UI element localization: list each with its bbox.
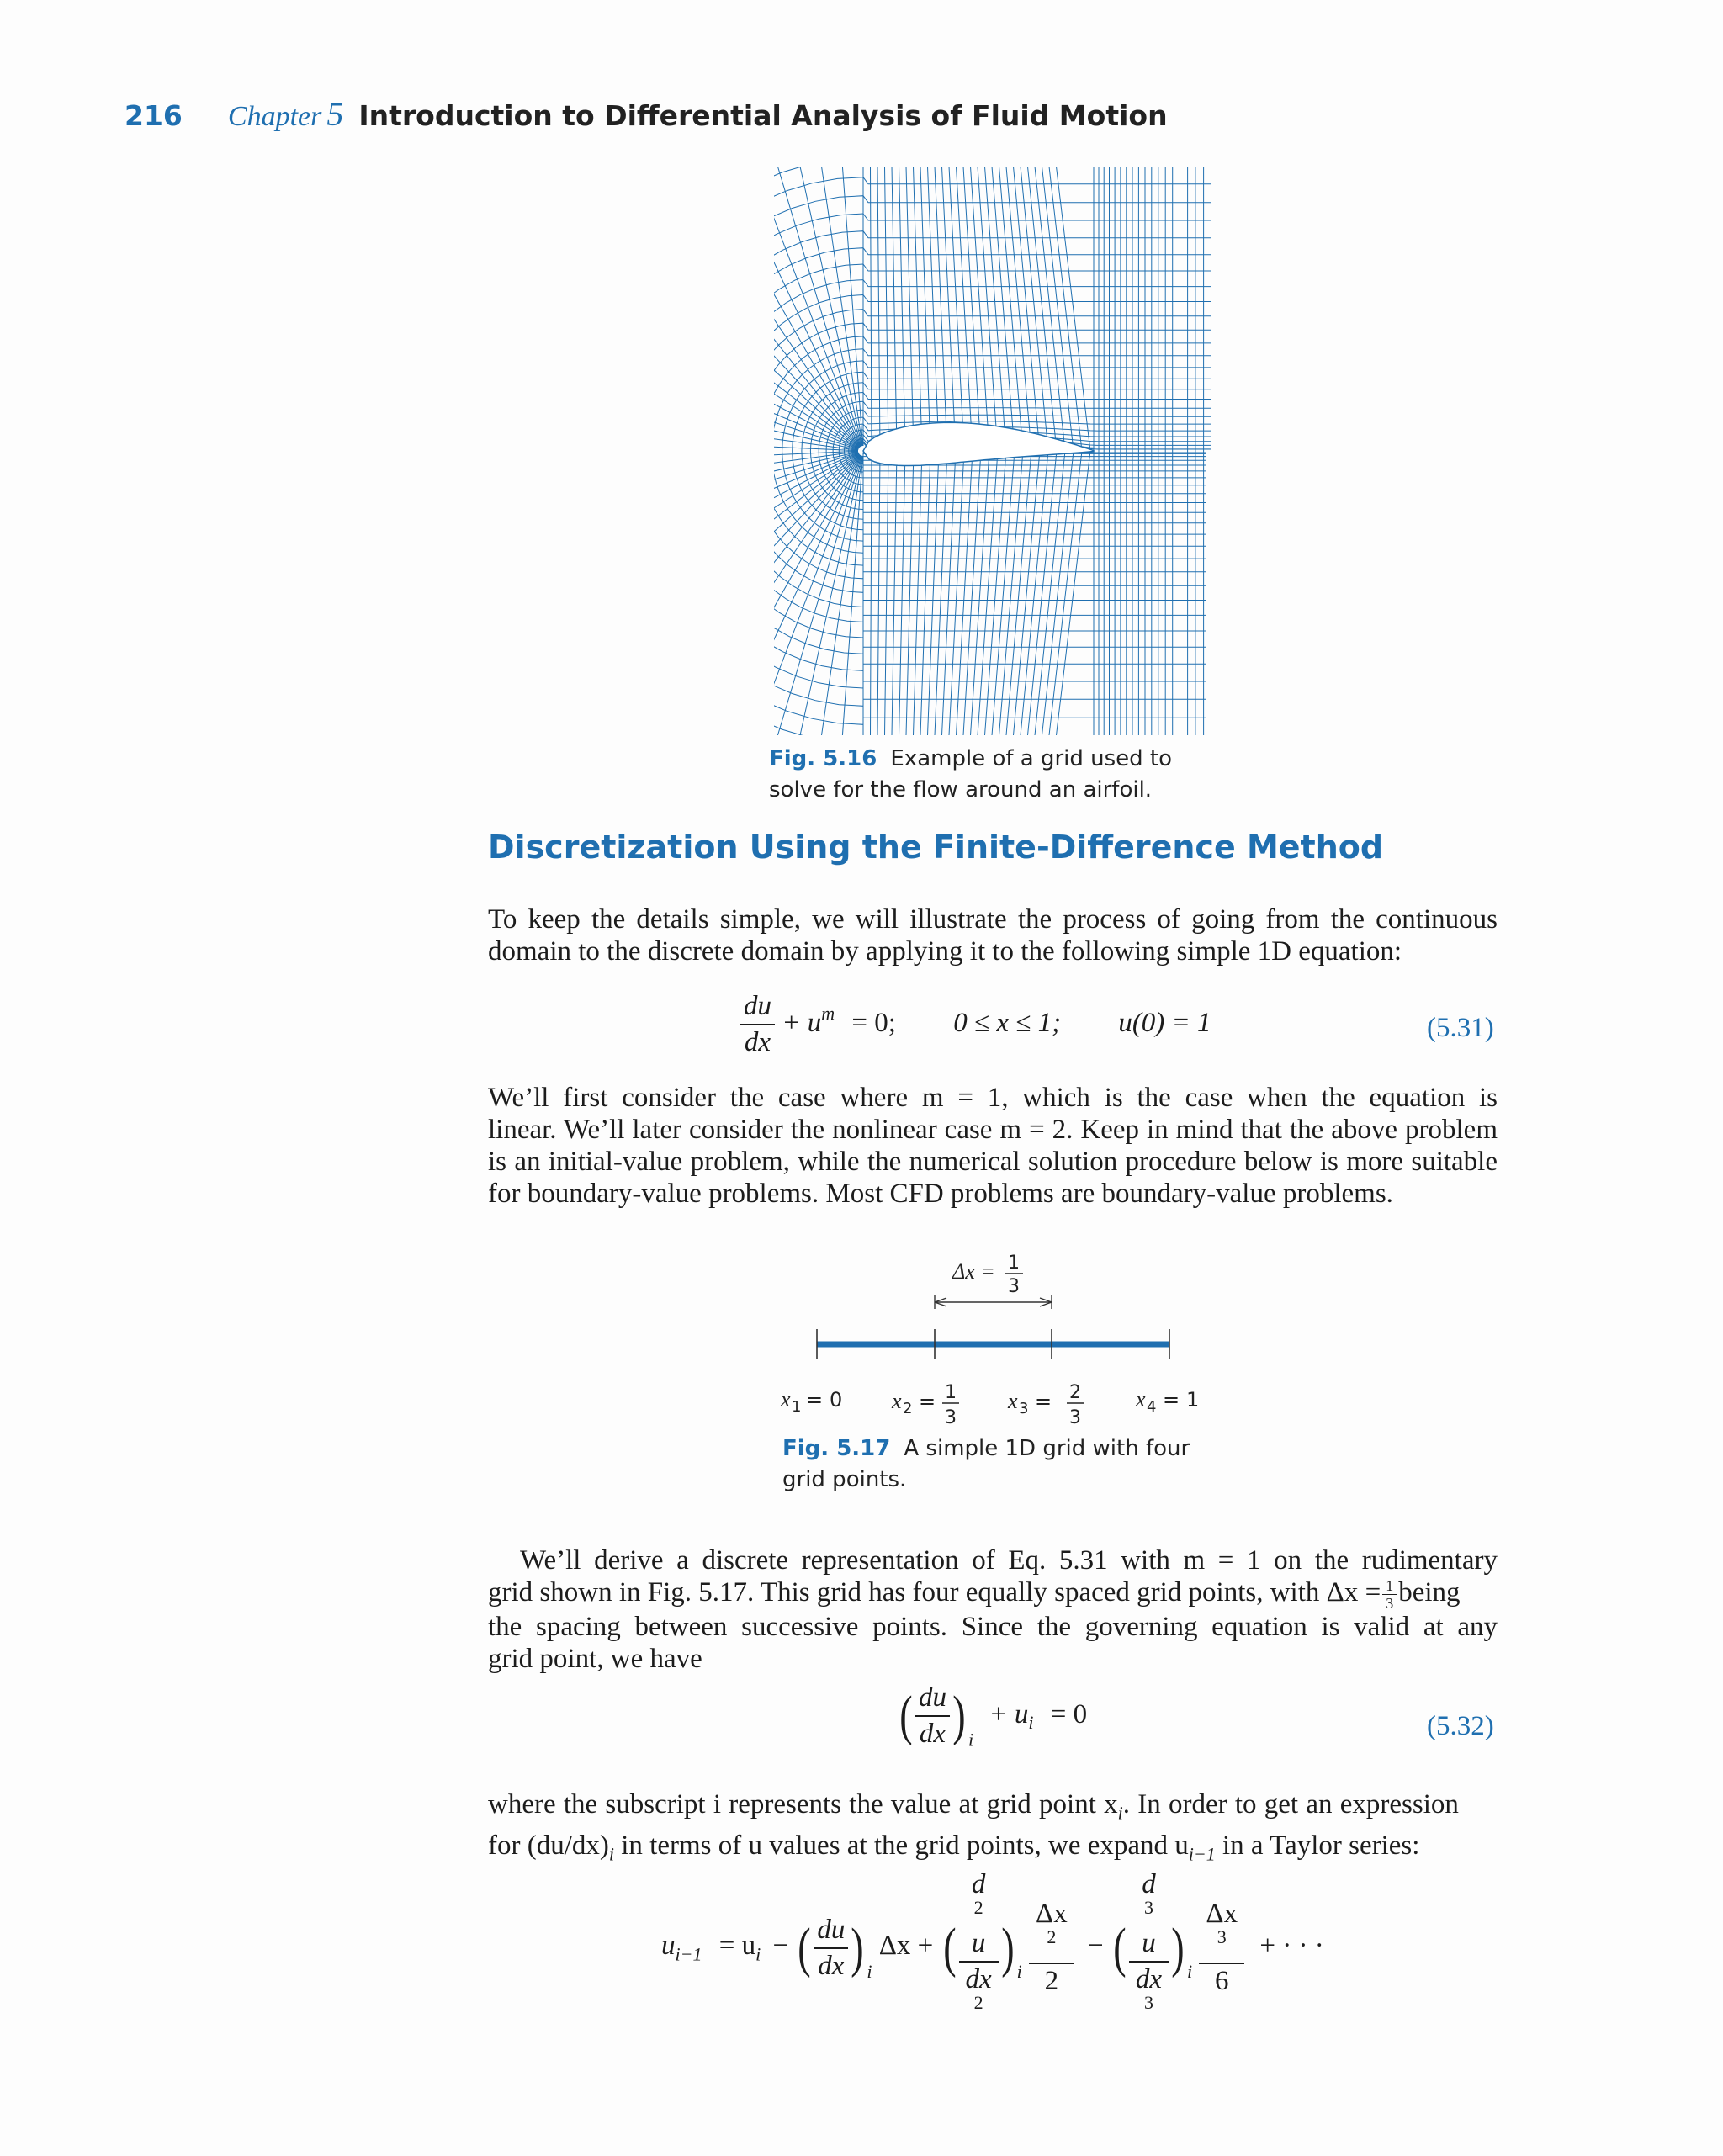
eq531-numerator: du [740, 993, 775, 1025]
svg-text:3: 3 [1069, 1407, 1081, 1428]
eq532-subscript: i [968, 1729, 974, 1751]
eq532-plus-u: + u [989, 1698, 1029, 1730]
taylor-lhs: u [661, 1931, 676, 1962]
eq531-plus-u-text: + u [782, 1007, 822, 1038]
dx-denominator: 3 [1008, 1276, 1020, 1297]
fig-5-17-caption-line1: A simple 1D grid with four [904, 1436, 1190, 1461]
paragraph-3-line2-end: being [1398, 1577, 1461, 1608]
eq531-exponent: m [821, 1002, 835, 1024]
svg-text:1: 1 [945, 1382, 957, 1403]
airfoil-grid-figure [774, 167, 1211, 735]
paragraph-4-line1-sub: i [1117, 1802, 1123, 1824]
point-x2-label [891, 1382, 959, 1428]
chapter-number: 5 [326, 95, 344, 133]
paragraph-4 [488, 1788, 1498, 1870]
taylor-t1-num: du [814, 1916, 848, 1949]
inline-fraction-denominator: 3 [1386, 1594, 1394, 1612]
svg-text:=: = [1035, 1390, 1052, 1413]
svg-text:=: = [1163, 1388, 1180, 1412]
paragraph-1 [488, 903, 1498, 967]
taylor-t3-dx-den: 6 [1215, 1966, 1229, 1996]
airfoil-mesh [774, 167, 1211, 735]
taylor-series-equation [661, 1871, 1324, 2025]
fig-5-17-diagram [757, 1245, 1228, 1430]
taylor-t2-den: dx $^2$ [965, 1964, 992, 2013]
eq532-equals-zero: = 0 [1050, 1698, 1088, 1730]
taylor-t3-num: d $^3$ u [1129, 1871, 1169, 1963]
paragraph-3-line1: We’ll derive a discrete representation of Eq. 5.31 with m = 1 on the rudimentary [520, 1545, 1498, 1576]
svg-text:3: 3 [1019, 1400, 1029, 1417]
paragraph-2-line3: is an initial-value problem, while the numerical solution procedure below is more suitable [488, 1147, 1498, 1177]
paragraph-4-line2-mid: in terms of u values at the grid points, we expand u [614, 1830, 1189, 1861]
svg-text:2: 2 [903, 1400, 913, 1417]
mesh-radial-36 [795, 456, 862, 735]
paragraph-2-line2: linear. We’ll later consider the nonlinear case m = 2. Keep in mind that the above problem [488, 1115, 1498, 1145]
one-d-grid-svg [757, 1245, 1228, 1430]
paragraph-1-line2: domain to the discrete domain by applying it to the following simple 1D equation: [488, 936, 1402, 967]
equation-5-32 [897, 1684, 1087, 1751]
eq532-fraction [915, 1684, 950, 1748]
eq531-equals-zero: = 0; [851, 1007, 896, 1038]
taylor-t2-sub: i [1016, 1961, 1022, 1983]
taylor-minus-2: − [1088, 1931, 1104, 1962]
svg-text:1: 1 [792, 1398, 802, 1416]
paragraph-3-line2 [488, 1576, 1498, 1611]
eq532-right-paren: ) [952, 1685, 966, 1746]
eq532-left-paren: ( [899, 1685, 913, 1746]
taylor-t2-dx-fraction [1029, 1900, 1074, 1995]
svg-text:x: x [781, 1387, 791, 1412]
running-head [125, 94, 1168, 136]
taylor-t1-sub: i [867, 1961, 872, 1983]
fig-5-17-caption [782, 1433, 1220, 1496]
section-heading: Discretization Using the Finite-Difference Method [488, 829, 1384, 866]
mesh-radial-2 [817, 167, 862, 446]
page-number: 216 [125, 99, 183, 132]
dx-label: Δx = [952, 1259, 995, 1284]
mesh-radial-1 [840, 167, 863, 446]
fig-5-17-caption-line2: grid points. [782, 1467, 907, 1492]
taylor-t1-fraction [814, 1916, 848, 1980]
fig-5-17-label: Fig. 5.17 [782, 1436, 891, 1461]
eq532-u-subscript: i [1028, 1712, 1034, 1734]
eq532-numerator: du [915, 1684, 950, 1717]
fig-5-16-label: Fig. 5.16 [769, 746, 877, 771]
paragraph-2 [488, 1082, 1498, 1210]
taylor-t3-right-paren: ) [1171, 1916, 1185, 1979]
taylor-t1-left-paren: ( [798, 1916, 812, 1979]
taylor-t3-dx-num: Δx $^3$ [1199, 1900, 1244, 1964]
taylor-t2-dx-den: 2 [1044, 1966, 1059, 1996]
mesh-radial-37 [817, 456, 862, 735]
taylor-tail: + · · · [1259, 1931, 1324, 1962]
paragraph-4-line1-end: . In order to get an expression [1122, 1789, 1459, 1820]
taylor-t2-dx-num: Δx $^2$ [1029, 1900, 1074, 1964]
paragraph-4-line1 [488, 1788, 1498, 1830]
taylor-t2-num: d $^2$ u [959, 1871, 999, 1963]
taylor-t2-left-paren: ( [942, 1916, 957, 1979]
svg-text:4: 4 [1147, 1398, 1157, 1416]
paragraph-3-line3: the spacing between successive points. Since the governing equation is valid at any [488, 1611, 1498, 1642]
chapter-title: Introduction to Differential Analysis of Fluid Motion [358, 99, 1168, 132]
paragraph-2-line1: We’ll first consider the case where m = 1, which is the case when the equation is [488, 1083, 1498, 1113]
taylor-t2-right-paren: ) [1000, 1916, 1015, 1979]
paragraph-4-line2 [488, 1830, 1498, 1871]
eq532-number: (5.32) [1427, 1711, 1494, 1741]
paragraph-4-line2-sub: i [608, 1843, 615, 1865]
eq531-plus-u [782, 1002, 835, 1038]
mesh-radial-3 [795, 167, 862, 446]
eq531-domain: 0 ≤ x ≤ 1; [953, 1007, 1062, 1038]
taylor-lhs-sub: i−1 [675, 1943, 702, 1965]
svg-text:3: 3 [945, 1407, 957, 1428]
svg-text:x: x [1136, 1387, 1146, 1412]
eq531-number: (5.31) [1427, 1013, 1494, 1043]
eq532-denominator: dx [919, 1719, 946, 1749]
taylor-t3-dx-fraction [1199, 1900, 1244, 1995]
point-x4-label [1135, 1387, 1199, 1416]
point-x3-label [1007, 1382, 1084, 1428]
mesh-radial-32 [774, 455, 861, 719]
eq531-fraction [740, 993, 775, 1057]
dx-numerator: 1 [1008, 1253, 1020, 1274]
paragraph-4-line2-end: in a Taylor series: [1215, 1830, 1420, 1861]
taylor-t1-right-paren: ) [851, 1916, 865, 1979]
taylor-t3-left-paren: ( [1113, 1916, 1127, 1979]
taylor-t1-mult: Δx + [878, 1931, 934, 1962]
fig-5-16-caption-line1: Example of a grid used to [890, 746, 1173, 771]
mesh-radial-7 [774, 183, 861, 447]
paragraph-4-line2-text: for (du/dx) [488, 1830, 609, 1861]
paragraph-3-line2-start: grid shown in Fig. 5.17. This grid has four equally spaced grid points, with Δx = [488, 1577, 1381, 1608]
taylor-t3-sub: i [1187, 1961, 1193, 1983]
paragraph-3-line4: grid point, we have [488, 1643, 702, 1674]
paragraph-4-line2-sub2: i−1 [1188, 1843, 1216, 1865]
svg-text:1: 1 [1186, 1388, 1200, 1412]
svg-text:x: x [1008, 1389, 1018, 1413]
fig-5-16-caption [769, 744, 1240, 806]
chapter-word: Chapter [227, 101, 322, 132]
taylor-minus-1: − [772, 1931, 789, 1962]
fig-5-16-caption-line2: solve for the flow around an airfoil. [769, 777, 1153, 803]
taylor-t3-fraction [1129, 1871, 1169, 2025]
svg-text:x: x [892, 1389, 902, 1413]
taylor-ui-sub: i [755, 1943, 761, 1965]
svg-text:0: 0 [830, 1388, 843, 1412]
svg-text:2: 2 [1069, 1382, 1081, 1403]
paragraph-1-line1: To keep the details simple, we will illustrate the process of going from the continuous [488, 904, 1498, 935]
taylor-t1-den: dx [818, 1950, 845, 1981]
paragraph-2-line4: for boundary-value problems. Most CFD problems are boundary-value problems. [488, 1179, 1393, 1209]
eq531-denominator: dx [744, 1027, 771, 1057]
taylor-t2-fraction [959, 1871, 999, 2025]
paragraph-3-inline-fraction [1382, 1578, 1397, 1611]
mesh-radial-38 [840, 456, 863, 735]
svg-text:=: = [919, 1390, 936, 1413]
equation-5-31 [740, 993, 1211, 1057]
taylor-equals-ui: = u [718, 1931, 756, 1962]
svg-text:=: = [806, 1388, 824, 1412]
paragraph-3 [488, 1544, 1498, 1675]
paragraph-4-line1-text: where the subscript i represents the value at grid point x [488, 1789, 1118, 1820]
point-x1-label [780, 1387, 842, 1416]
taylor-t3-den: dx $^3$ [1135, 1964, 1163, 2013]
inline-fraction-numerator: 1 [1382, 1578, 1397, 1595]
eq531-initial-condition: u(0) = 1 [1118, 1007, 1211, 1038]
